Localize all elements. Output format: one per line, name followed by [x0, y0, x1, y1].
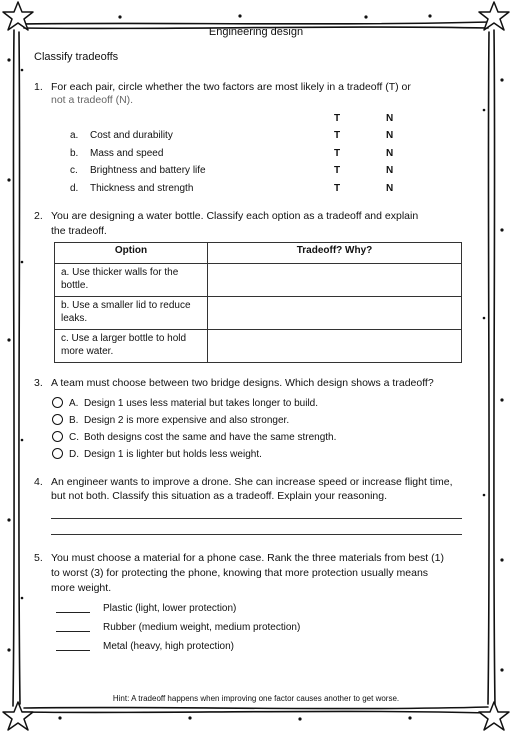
option-t[interactable]: T — [334, 130, 341, 141]
list-item: c. — [70, 165, 78, 176]
table-header-option: Option — [55, 243, 208, 264]
radio-option-d[interactable] — [52, 448, 63, 459]
item-label: Thickness and strength — [90, 183, 194, 194]
option-n[interactable]: N — [386, 148, 394, 159]
option-cell: b. Use a smaller lid to reduce leaks. — [55, 297, 208, 330]
section-heading: Classify tradeoffs — [34, 51, 119, 63]
item-label: Mass and speed — [90, 148, 164, 159]
column-header-t: T — [334, 113, 341, 124]
option-t[interactable]: T — [334, 148, 341, 159]
list-item: d. — [70, 183, 79, 194]
star-icon — [3, 702, 33, 730]
option-text: Design 2 is more expensive and also stronger. — [84, 415, 290, 426]
radio-option-a[interactable] — [52, 397, 63, 408]
table-row — [55, 264, 462, 297]
question-text: the tradeoff. — [51, 225, 107, 237]
option-cell: c. Use a larger bottle to hold more water. — [55, 330, 208, 363]
question-text: You must choose a material for a phone case. Rank the three materials from best (1) — [51, 552, 444, 564]
item-label: Cost and durability — [90, 130, 173, 141]
answer-cell[interactable] — [208, 330, 462, 363]
question-text: more weight. — [51, 582, 112, 594]
rank-blank[interactable] — [56, 612, 90, 613]
hint-text: Hint: A tradeoff happens when improving one factor causes another to get worse. — [112, 694, 400, 703]
material-label: Rubber (medium weight, medium protection) — [103, 622, 301, 633]
list-item: a. — [70, 130, 79, 141]
option-text: Both designs cost the same and have the same strength. — [84, 432, 337, 443]
option-text: Design 1 uses less material but takes longer to build. — [84, 398, 319, 409]
question-text: An engineer wants to improve a drone. She can increase speed or increase flight time, — [51, 476, 453, 488]
material-label: Plastic (light, lower protection) — [103, 603, 237, 614]
option-t[interactable]: T — [334, 165, 341, 176]
option-n[interactable]: N — [386, 165, 394, 176]
question-text: to worst (3) for protecting the phone, knowing that more protection usually means — [51, 567, 429, 579]
question-text: but not both. Classify this situation as a tradeoff. Explain your reasoning. — [51, 490, 387, 502]
question-number: 4. — [34, 476, 43, 488]
radio-option-c[interactable] — [52, 431, 63, 442]
option-n[interactable]: N — [386, 183, 394, 194]
option-cell: a. Use thicker walls for the bottle. — [55, 264, 208, 297]
option-t[interactable]: T — [334, 183, 341, 194]
question-number: 5. — [34, 552, 43, 564]
radio-option-b[interactable] — [52, 414, 63, 425]
table-row — [55, 297, 462, 330]
material-label: Metal (heavy, high protection) — [103, 641, 234, 652]
question-text: You are designing a water bottle. Classify each option as a tradeoff and explain — [51, 210, 419, 222]
table-row — [55, 330, 462, 363]
rank-blank[interactable] — [56, 650, 90, 651]
option-letter: D. — [69, 449, 79, 460]
option-letter: A. — [69, 398, 79, 409]
question-text: A team must choose between two bridge designs. Which design shows a tradeoff? — [51, 377, 434, 389]
option-text: Design 1 is lighter but holds less weight. — [84, 449, 262, 460]
page-title: Engineering design — [208, 26, 304, 38]
answer-cell[interactable] — [208, 297, 462, 330]
question-text: not a tradeoff (N). — [51, 94, 134, 106]
question-number: 1. — [34, 81, 43, 93]
rank-blank[interactable] — [56, 631, 90, 632]
list-item: b. — [70, 148, 79, 159]
question-number: 3. — [34, 377, 43, 389]
column-header-n: N — [386, 113, 394, 124]
item-label: Brightness and battery life — [90, 165, 206, 176]
answer-line[interactable] — [51, 534, 462, 535]
table-header-tradeoff: Tradeoff? Why? — [208, 243, 462, 264]
answer-cell[interactable] — [208, 264, 462, 297]
option-letter: C. — [69, 432, 79, 443]
question-number: 2. — [34, 210, 43, 222]
star-icon — [479, 702, 509, 730]
answer-line[interactable] — [51, 518, 462, 519]
question-text: For each pair, circle whether the two factors are most likely in a tradeoff (T) or — [51, 81, 411, 93]
option-n[interactable]: N — [386, 130, 394, 141]
option-letter: B. — [69, 415, 79, 426]
options-table — [54, 242, 462, 363]
